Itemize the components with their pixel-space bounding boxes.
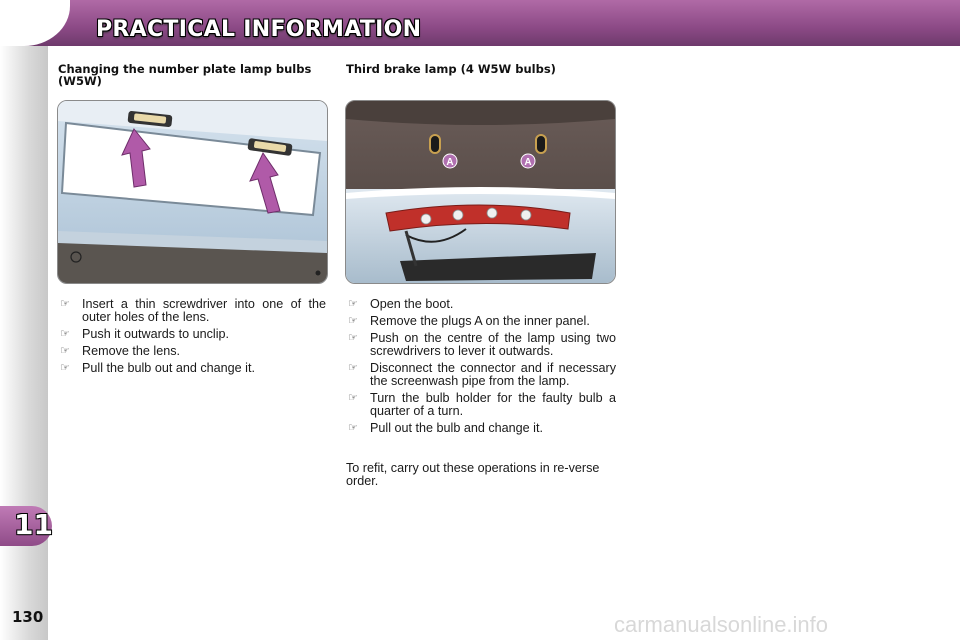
number-plate-illustration-svg [58,101,327,283]
pointing-hand-icon: ☞ [348,315,358,327]
pointing-hand-icon: ☞ [60,298,70,310]
third-brake-lamp-steps [346,298,616,439]
pointing-hand-icon: ☞ [60,345,70,357]
step-text: Turn the bulb holder for the faulty bulb a quarter of a turn. [370,391,616,418]
list-item [346,315,616,328]
pointing-hand-icon: ☞ [348,362,358,374]
list-item [58,298,326,324]
third-brake-lamp-heading: Third brake lamp (4 W5W bulbs) [346,62,556,76]
brake-lamp-illustration-svg [346,101,615,283]
number-plate-heading: Changing the number plate lamp bulbs (W5W) [58,62,312,88]
watermark: carmanualsonline.info [614,612,829,637]
header-title: PRACTICAL INFORMATION [96,17,422,42]
pointing-hand-icon: ☞ [348,298,358,310]
chapter-number: 11 [14,508,53,541]
pointing-hand-icon: ☞ [348,392,358,404]
pointing-hand-icon: ☞ [348,422,358,434]
step-text: Push it outwards to unclip. [82,327,230,341]
pointing-hand-icon: ☞ [60,362,70,374]
third-brake-lamp-illustration [345,100,616,284]
refit-note: To refit, carry out these operations in re-verse order. [346,461,600,488]
step-text: Remove the plugs A on the inner panel. [370,314,590,328]
step-text: Disconnect the connector and if necessary the screenwash pipe from the lamp. [370,361,616,388]
list-item [58,345,326,358]
header-cap [0,0,70,46]
step-text: Push on the centre of the lamp using two screwdrivers to lever it outwards. [370,331,616,358]
step-text: Open the boot. [370,297,454,311]
plug-marker-label: A [524,157,532,168]
step-text: Pull the bulb out and change it. [82,361,255,375]
plug-marker-label: A [446,157,454,168]
number-plate-steps [58,298,326,379]
pointing-hand-icon: ☞ [60,328,70,340]
list-item [58,328,326,341]
list-item [58,362,326,375]
list-item [346,298,616,311]
list-item [346,392,616,418]
step-text: Remove the lens. [82,344,181,358]
page-header [0,0,960,46]
pointing-hand-icon: ☞ [348,332,358,344]
page-number: 130 [12,608,44,626]
step-text: Insert a thin screwdriver into one of the outer holes of the lens. [82,297,326,324]
step-text: Pull out the bulb and change it. [370,421,543,435]
list-item [346,422,616,435]
list-item [346,362,616,388]
list-item [346,332,616,358]
number-plate-lamp-illustration [57,100,328,284]
